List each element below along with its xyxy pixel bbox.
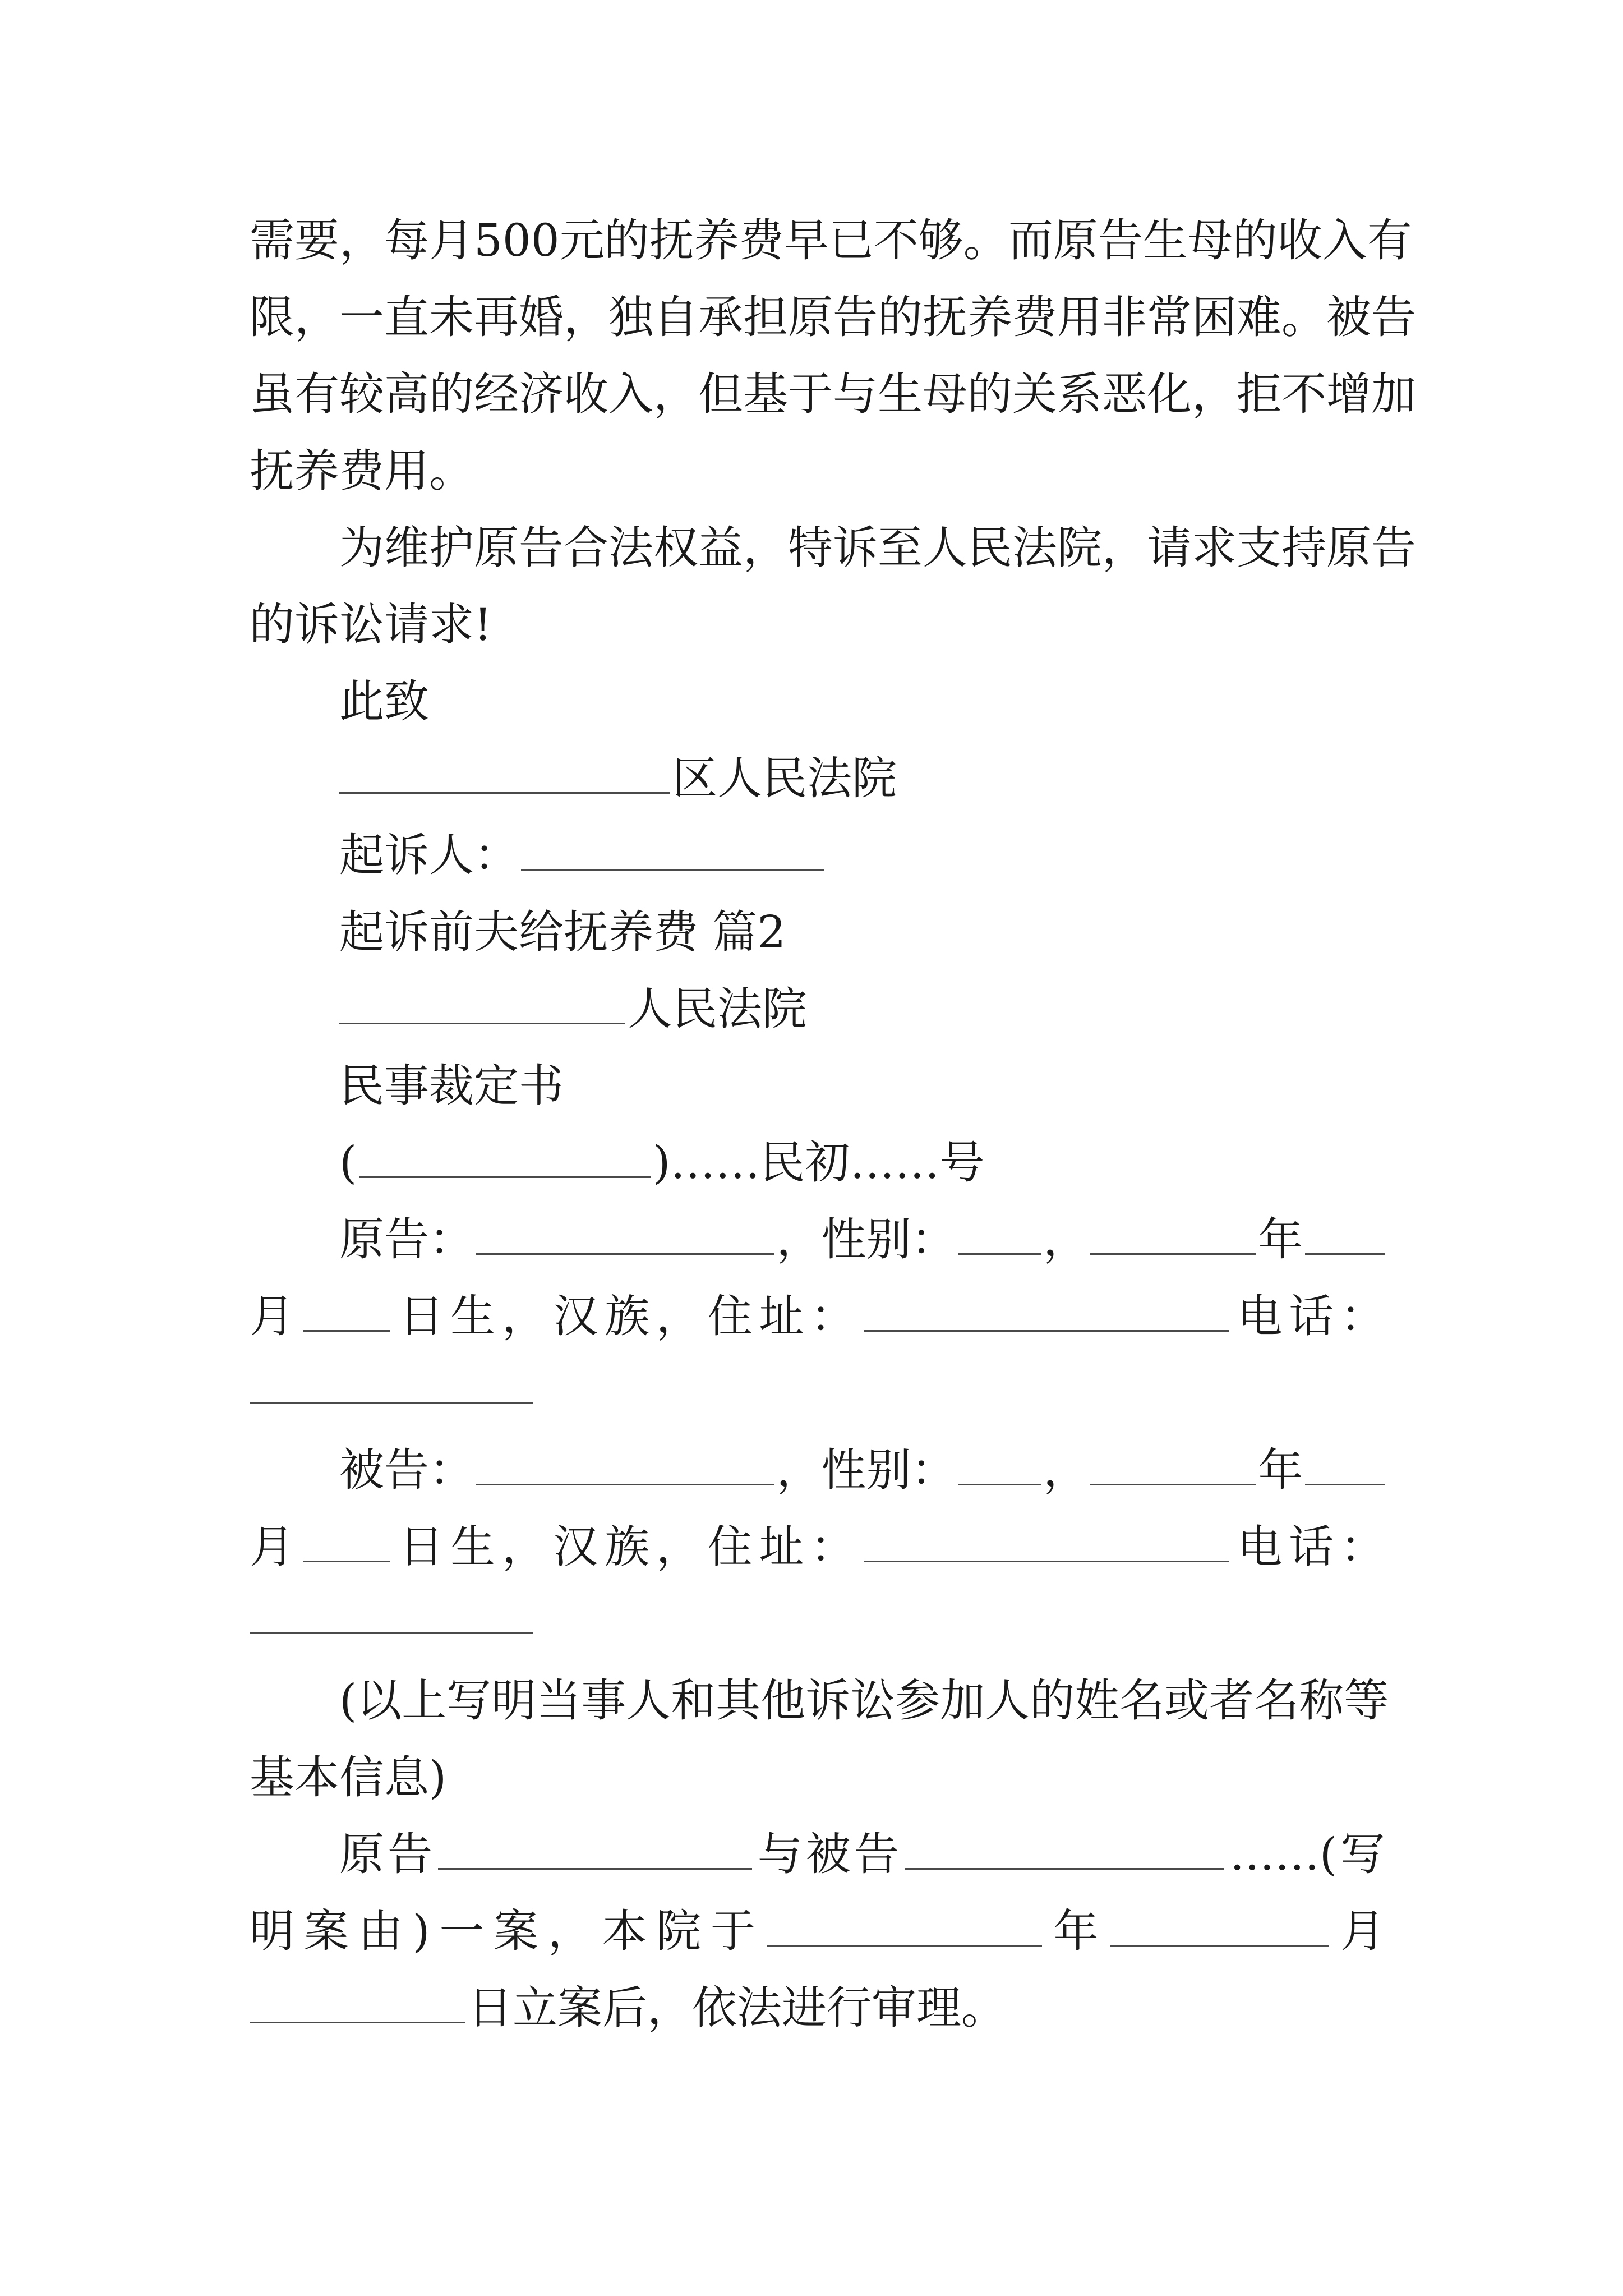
p1-line1-char: 告	[1098, 214, 1143, 266]
p1-line1-char: 收	[1277, 214, 1322, 266]
plaintiff-line2-char: 族	[605, 1290, 650, 1342]
p1-line1-char: 够	[918, 214, 963, 266]
p2-line1-char: 权	[653, 522, 698, 574]
plaintiff-signature-line	[250, 817, 1385, 894]
plaintiff-line2-char: ，	[501, 1290, 547, 1342]
p1-line1-char: 500	[474, 214, 560, 266]
p1-line3-char: 较	[339, 368, 384, 420]
plaintiff-line2-char: 电	[1237, 1290, 1283, 1342]
court-name-blank	[339, 792, 670, 794]
plaintiff-year: 年	[1258, 1213, 1303, 1266]
p1-line3-char: 济	[519, 368, 564, 420]
note-line1-char: 明	[491, 1674, 537, 1727]
case-line2-blank	[767, 1944, 1042, 1947]
note-line1-char: 参	[895, 1674, 940, 1727]
p1-line2-char: 婚	[519, 291, 564, 343]
plaintiff-line2-char: 生	[450, 1290, 496, 1342]
document-page	[250, 202, 1416, 2046]
note-line1	[250, 1662, 1389, 1739]
defendant-gender-blank	[958, 1483, 1041, 1485]
case-line2-char: 年	[1053, 1905, 1099, 1957]
p2-line1-char: 原	[474, 522, 519, 574]
case-line1-char: 与	[757, 1828, 803, 1880]
p1-line3-char: 不	[1281, 368, 1326, 420]
defendant-line2-char: 电	[1237, 1521, 1283, 1573]
case-line2-char: 案	[303, 1905, 349, 1957]
p2-line1-char: 法	[1012, 522, 1057, 574]
case-number-line	[250, 1124, 1385, 1201]
p1-line1-char: 需	[250, 214, 294, 266]
p1-line4: 抚养费用。	[250, 445, 474, 497]
defendant-line2-char: 址	[759, 1521, 804, 1573]
p1-line2-char: 抚	[923, 291, 967, 343]
defendant-comma: ，	[1043, 1444, 1089, 1496]
note-line1-char: 或	[1164, 1674, 1210, 1727]
plaintiff-line2-char: 日	[399, 1290, 444, 1342]
defendant-line2-char: 话	[1289, 1521, 1334, 1573]
p1-line1-char: 生	[1142, 214, 1188, 266]
defendant-line2-blank	[303, 1560, 390, 1562]
p1-line2-char: 承	[698, 291, 743, 343]
defendant-line1	[250, 1432, 1385, 1508]
plaintiff-line2-blank	[864, 1329, 1229, 1332]
case-line1-char: 原	[339, 1828, 384, 1880]
plaintiff-phone-blank	[250, 1355, 1385, 1432]
plaintiff-line2-char: ，	[656, 1290, 701, 1342]
p1-line1-char: 母	[1187, 214, 1233, 266]
note-line1-char: 加	[940, 1674, 985, 1727]
p1-line3	[250, 356, 1416, 432]
note-line1-char: 人	[626, 1674, 671, 1727]
note-line1-char: (	[339, 1674, 357, 1727]
plaintiff-label: 原告：	[339, 1213, 474, 1266]
p1-line2-char: 限	[250, 291, 294, 343]
case-line2-char: 于	[710, 1905, 755, 1957]
p1-line3-char: 经	[474, 368, 519, 420]
case-line2-blank	[1110, 1944, 1329, 1947]
p1-line1-char: 已	[828, 214, 874, 266]
p1-line2-char: 被	[1326, 291, 1371, 343]
p2-line1-char: 人	[923, 522, 967, 574]
plaintiff-line1	[250, 1201, 1385, 1278]
p1-line1-char: 而	[1008, 214, 1053, 266]
p1-line1-char: 每	[384, 214, 429, 266]
note-line1-char: 名	[1254, 1674, 1299, 1727]
p2-line1-char: 法	[608, 522, 653, 574]
p2-line1-char: 支	[1237, 522, 1281, 574]
case-line2-char: )	[412, 1905, 430, 1957]
p1-line3-char: 与	[833, 368, 878, 420]
defendant-name-blank	[476, 1483, 774, 1485]
p1-line2-char: 。	[1281, 291, 1326, 343]
p1-line2-char: 告	[833, 291, 878, 343]
note-line1-char: 他	[760, 1674, 806, 1727]
case-no-blank	[359, 1176, 651, 1178]
p1-line2-char: ，	[294, 291, 339, 343]
p1-line3-char: 有	[294, 368, 339, 420]
defendant-year: 年	[1258, 1444, 1303, 1496]
case-no-close: )……民初……号	[653, 1137, 985, 1189]
p2-line1-char: 护	[429, 522, 474, 574]
p1-line3-char: 的	[967, 368, 1012, 420]
defendant-line2-char: 住	[707, 1521, 753, 1573]
note-line1-char: 上	[402, 1674, 447, 1727]
case-no-open: (	[339, 1137, 357, 1189]
p2-line1-char: 求	[1192, 522, 1237, 574]
p1-line1-char: 原	[1053, 214, 1098, 266]
plaintiff-comma: ，	[1043, 1213, 1089, 1266]
case-line2-char: 案	[493, 1905, 538, 1957]
plaintiff-line2-char: 住	[707, 1290, 753, 1342]
p2-line1-char: 原	[1326, 522, 1371, 574]
p1-line2-char: 担	[743, 291, 788, 343]
p1-line1-char: 元	[559, 214, 605, 266]
p1-line2-char: 的	[878, 291, 923, 343]
case-line1-char: 告	[387, 1828, 432, 1880]
note-line1-char: 以	[357, 1674, 402, 1727]
note-line1-char: 等	[1344, 1674, 1389, 1727]
p1-line2-char: 非	[1102, 291, 1147, 343]
plaintiff-sign-blank	[521, 868, 824, 871]
plaintiff-year-blank	[1090, 1253, 1256, 1255]
defendant-line2-char: 族	[605, 1521, 650, 1573]
p1-line2-char: 用	[1057, 291, 1102, 343]
p1-line3-char: 加	[1371, 368, 1416, 420]
ruling-title: 民事裁定书	[339, 1060, 564, 1112]
p1-line3-char: 入	[608, 368, 653, 420]
p1-line1-char: 费	[739, 214, 784, 266]
p2-line1-char: 院	[1057, 522, 1102, 574]
p1-line1-char: 早	[783, 214, 829, 266]
p1-line1-char: 入	[1322, 214, 1367, 266]
plaintiff-gender-blank	[958, 1253, 1041, 1255]
note-line2: 基本信息)	[250, 1751, 447, 1803]
p2-line1-char: 益	[698, 522, 743, 574]
plaintiff-sign-label: 起诉人：	[339, 829, 519, 881]
p1-line3-char: 于	[788, 368, 833, 420]
note-line1-char: 人	[985, 1674, 1030, 1727]
p1-line2-char: 费	[1012, 291, 1057, 343]
p1-line2-char: 养	[967, 291, 1012, 343]
court-line	[250, 740, 1385, 817]
p1-line1-char: 抚	[649, 214, 694, 266]
note-line1-char: 当	[536, 1674, 582, 1727]
plaintiff-line2-char: 汉	[553, 1290, 598, 1342]
p1-line2-char: 未	[429, 291, 474, 343]
defendant-gender-label: ，性别：	[776, 1444, 956, 1496]
p1-line1-char: 养	[694, 214, 739, 266]
court-suffix: 区人民法院	[672, 752, 897, 804]
case-line3-text: 日立案后，依法进行审理。	[468, 1982, 1006, 2034]
p2-line1-char: 告	[519, 522, 564, 574]
case-line2	[250, 1893, 1385, 1970]
p2-line1-char: 请	[1147, 522, 1192, 574]
plaintiff-line2-blank	[303, 1329, 390, 1332]
case-line1	[250, 1816, 1385, 1893]
plaintiff-line2	[250, 1278, 1385, 1355]
case-line1-char: ……(	[1229, 1828, 1337, 1880]
p2-line1-char: 持	[1281, 522, 1326, 574]
plaintiff-line2-char: ：	[1340, 1290, 1385, 1342]
p1-line1-char: 要	[294, 214, 339, 266]
defendant-line2-char: ：	[1340, 1521, 1385, 1573]
plaintiff-gender-label: ，性别：	[776, 1213, 956, 1266]
p1-line2-char: 常	[1147, 291, 1192, 343]
p1-line2-char: 原	[788, 291, 833, 343]
case-line2-char: 明	[250, 1905, 294, 1957]
p1-line3-char: 高	[384, 368, 429, 420]
p2-line1-char: 告	[1371, 522, 1416, 574]
case-line2-char: 由	[358, 1905, 403, 1957]
defendant-label: 被告：	[339, 1444, 474, 1496]
defendant-line2-char: 月	[250, 1521, 294, 1573]
case-line1-blank	[905, 1867, 1224, 1870]
defendant-line2-char: ：	[810, 1521, 856, 1573]
p1-line3-char: 虽	[250, 368, 294, 420]
case-line1-char: 被	[805, 1828, 851, 1880]
p1-line1-char: 的	[604, 214, 649, 266]
note-line1-char: 名	[1119, 1674, 1165, 1727]
note-line1-char: 的	[1030, 1674, 1075, 1727]
defendant-line2	[250, 1508, 1385, 1585]
p1-line1-char: ，	[339, 214, 384, 266]
case-line3	[250, 1970, 1385, 2046]
p1-line2-char: ，	[564, 291, 608, 343]
case-line2-char: ，	[547, 1905, 593, 1957]
note-line1-char: 姓	[1075, 1674, 1120, 1727]
p1-line3-char: 母	[923, 368, 967, 420]
p1-line2-char: 难	[1237, 291, 1281, 343]
court2-suffix: 人民法院	[628, 983, 807, 1035]
defendant-line2-char: ，	[501, 1521, 547, 1573]
defendant-line2-blank	[864, 1560, 1229, 1562]
p2-line1-char: ，	[1102, 522, 1147, 574]
p1-line1-char: 月	[429, 214, 474, 266]
p1-line2-char: 告	[1371, 291, 1416, 343]
note-line1-char: 和	[671, 1674, 716, 1727]
case-line1-char: 告	[854, 1828, 899, 1880]
defendant-line2-char: 日	[399, 1521, 444, 1573]
p2-line1-char: 至	[878, 522, 923, 574]
plaintiff-line2-char: 月	[250, 1290, 294, 1342]
p1-line3-char: 化	[1147, 368, 1192, 420]
p2-line1-char: 民	[967, 522, 1012, 574]
p1-line1-char: 的	[1232, 214, 1278, 266]
case-day-blank	[250, 2021, 465, 2023]
p2-line1-char: 维	[384, 522, 429, 574]
p1-line3-char: 系	[1057, 368, 1102, 420]
court2-line	[250, 970, 1385, 1047]
p1-line3-char: 收	[564, 368, 608, 420]
p1-line3-char: ，	[1192, 368, 1237, 420]
p1-line2	[250, 279, 1416, 356]
p2-line1-char: 诉	[833, 522, 878, 574]
p1-line1-char: 。	[963, 214, 1008, 266]
plaintiff-line2-char: 话	[1289, 1290, 1334, 1342]
p1-line1-char: 不	[873, 214, 919, 266]
court2-name-blank	[339, 1022, 625, 1024]
plaintiff-line2-char: 址	[759, 1290, 804, 1342]
plaintiff-month-blank	[1305, 1253, 1385, 1255]
case-line1-char: 写	[1340, 1828, 1385, 1880]
p2-line1	[250, 509, 1416, 586]
note-line1-char: 称	[1299, 1674, 1344, 1727]
p1-line3-char: 增	[1326, 368, 1371, 420]
case-line2-char: 本	[602, 1905, 647, 1957]
p2-line2: 的诉讼请求!	[250, 599, 492, 651]
p1-line3-char: 生	[878, 368, 923, 420]
p1-line3-char: 关	[1012, 368, 1057, 420]
p2-line1-char: 特	[788, 522, 833, 574]
p2-line1-char: ，	[743, 522, 788, 574]
defendant-line2-char: 汉	[553, 1521, 598, 1573]
p1-line1-char: 有	[1367, 214, 1412, 266]
p1-line2-char: 困	[1192, 291, 1237, 343]
p1-line3-char: 基	[743, 368, 788, 420]
case-line2-char: 院	[656, 1905, 702, 1957]
defendant-phone-blank	[250, 1585, 1385, 1662]
defendant-year-blank	[1090, 1483, 1256, 1485]
p1-line2-char: 直	[384, 291, 429, 343]
case-line2-char: 月	[1340, 1905, 1385, 1957]
p2-line1-char: 合	[564, 522, 608, 574]
p1-line2-char: 再	[474, 291, 519, 343]
p1-line3-char: 拒	[1237, 368, 1281, 420]
plaintiff-name-blank	[476, 1253, 774, 1255]
p2-line1-char: 为	[339, 522, 384, 574]
defendant-line2-char: 生	[450, 1521, 496, 1573]
p1-line2-char: 独	[608, 291, 653, 343]
p1-line3-char: ，	[653, 368, 698, 420]
note-line1-char: 诉	[805, 1674, 851, 1727]
plaintiff-line2-char: ：	[810, 1290, 856, 1342]
section2-title: 起诉前夫给抚养费 篇2	[339, 906, 786, 958]
note-line1-char: 事	[581, 1674, 626, 1727]
p1-line3-char: 恶	[1102, 368, 1147, 420]
p1-line3-char: 但	[698, 368, 743, 420]
p1-line2-char: 一	[339, 291, 384, 343]
case-line2-char: 一	[439, 1905, 485, 1957]
note-line1-char: 其	[716, 1674, 761, 1727]
case-line1-blank	[438, 1867, 752, 1870]
p1-line3-char: 的	[429, 368, 474, 420]
note-line1-char: 讼	[850, 1674, 896, 1727]
p1-line1	[250, 202, 1412, 279]
p1-line2-char: 自	[653, 291, 698, 343]
salutation: 此致	[339, 675, 429, 728]
note-line1-char: 者	[1209, 1674, 1255, 1727]
note-line1-char: 写	[446, 1674, 492, 1727]
defendant-month-blank	[1305, 1483, 1385, 1485]
defendant-line2-char: ，	[656, 1521, 701, 1573]
